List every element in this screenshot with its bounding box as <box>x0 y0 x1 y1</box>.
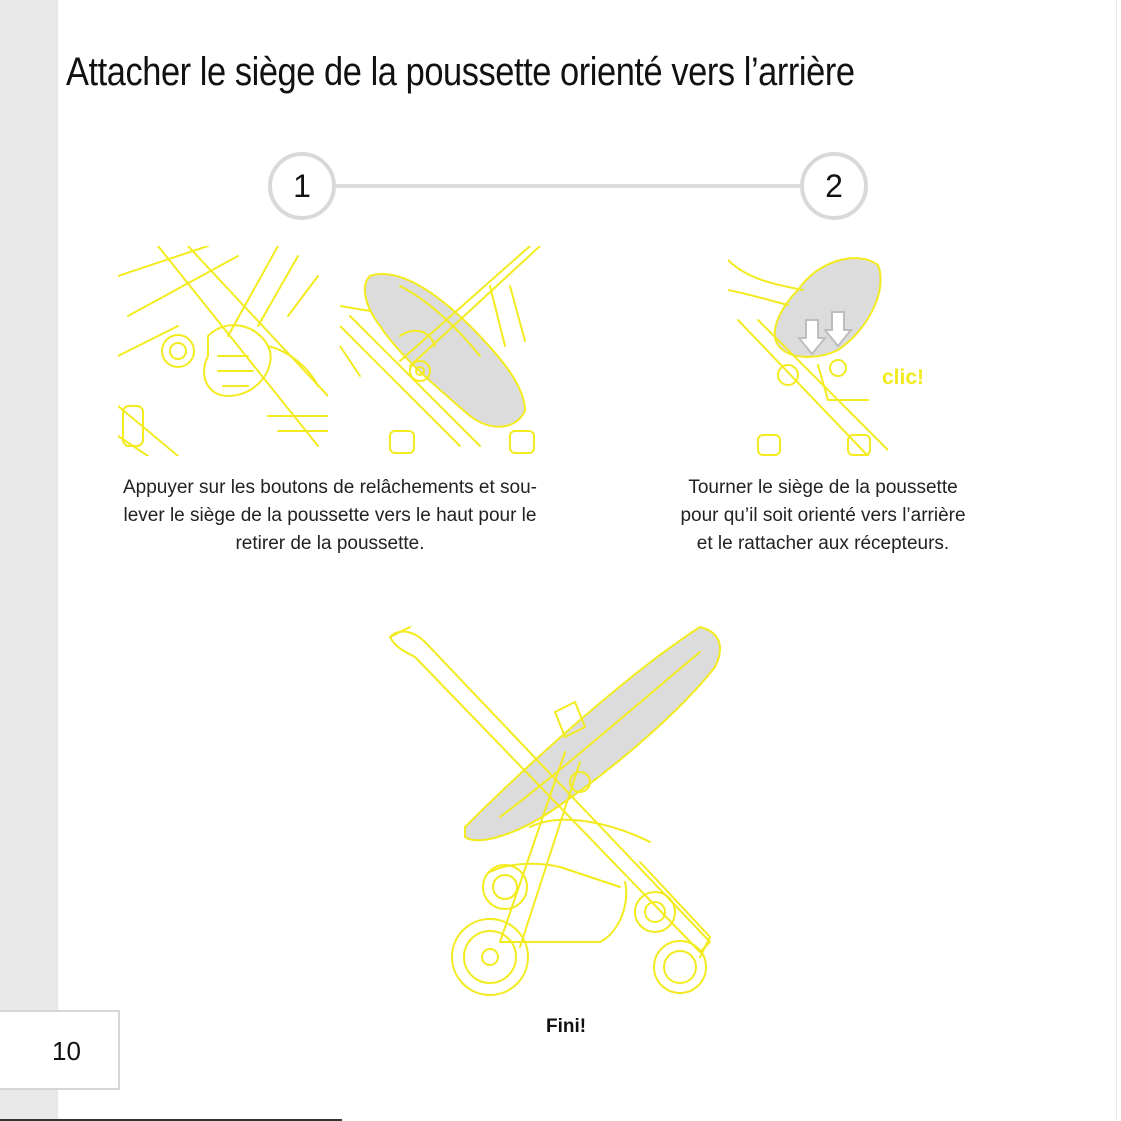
page-title: Attacher le siège de la poussette orienté vers l’arrière <box>66 50 855 94</box>
step-2-caption-line: Tourner le siège de la poussette <box>688 477 958 498</box>
step-1-caption <box>110 474 550 558</box>
finished-stroller-illustration <box>380 612 740 1002</box>
page-number: 10 <box>52 1036 81 1066</box>
left-margin-strip <box>0 0 58 1121</box>
step-2-caption <box>660 474 986 558</box>
step-2-badge <box>800 152 868 220</box>
step-2-caption-line: et le rattacher aux récepteurs. <box>696 533 950 554</box>
step-2-number: 2 <box>825 167 843 204</box>
step-1-caption-line: retirer de la poussette. <box>235 533 425 554</box>
finished-label: Fini! <box>546 1016 587 1037</box>
step-1-number: 1 <box>293 167 311 204</box>
clic-callout: clic! <box>882 366 925 389</box>
step-connector-line <box>336 184 802 188</box>
step-1-caption-line: lever le siège de la poussette vers le haut pour le <box>123 505 537 526</box>
step-2-caption-line: pour qu’il soit orienté vers l’arrière <box>680 505 966 526</box>
step-1-illustration-release-button <box>118 246 328 456</box>
step-1-illustration-lift-seat <box>340 246 552 456</box>
step-2-illustration-attach-seat <box>728 250 888 456</box>
step-1-caption-line: Appuyer sur les boutons de relâchements et sou- <box>122 477 537 498</box>
right-edge-rule <box>1116 0 1117 1121</box>
step-1-badge <box>268 152 336 220</box>
